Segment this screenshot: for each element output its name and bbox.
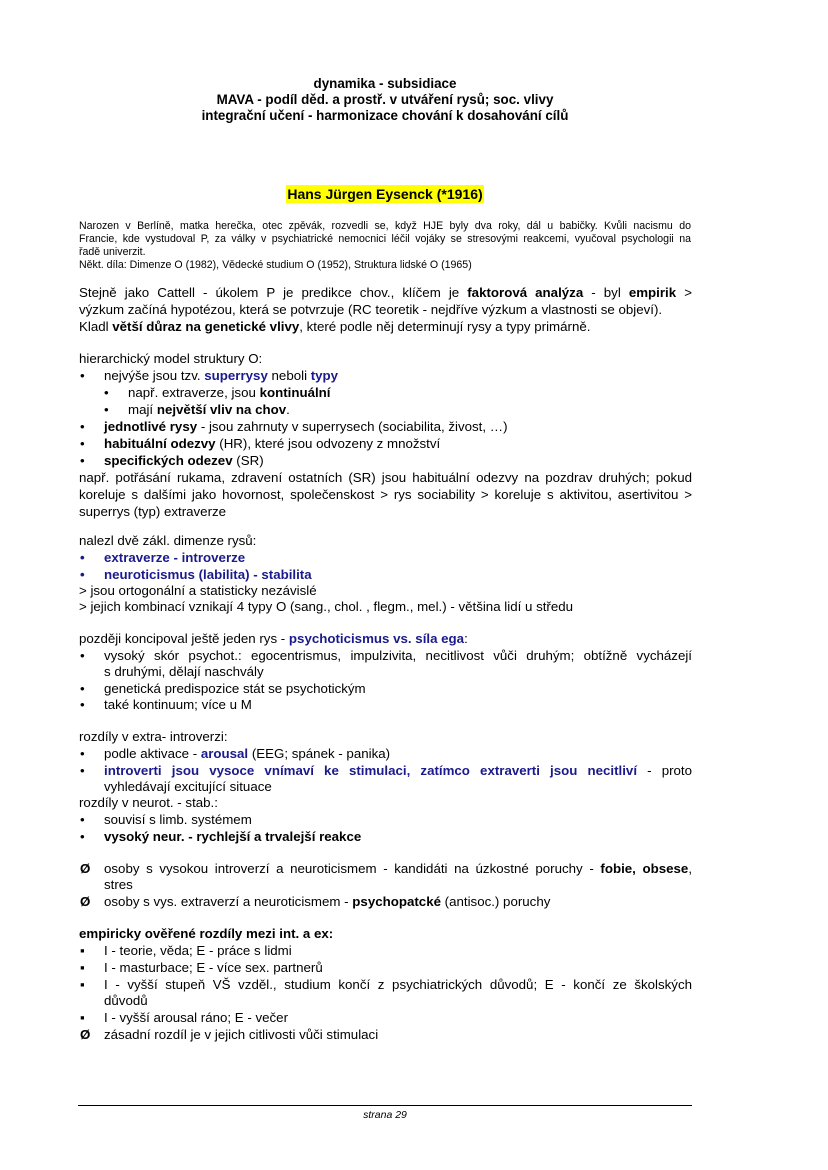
- text-blue: arousal: [200, 746, 249, 761]
- text: (HR), které jsou odvozeny z množství: [215, 436, 441, 451]
- text: osoby s vysokou introverzí a neuroticismem - kandidáti na úzkostné poruchy -: [104, 861, 601, 876]
- emp-item-2: I - masturbace; E - více sex. partnerů: [104, 960, 323, 975]
- emp-item-4: I - vyšší arousal ráno; E - večer: [104, 1010, 289, 1025]
- text-bold: kontinuální: [259, 385, 331, 400]
- square-bullet-icon: ▪: [80, 977, 85, 992]
- text: např. extraverze, jsou: [128, 385, 260, 400]
- psycho-item-3: také kontinuum; více u M: [104, 697, 252, 712]
- bullet-icon: •: [80, 829, 85, 844]
- text: Stejně jako Cattell - úkolem P je predikce chov., klíčem je: [79, 285, 468, 300]
- bullet-icon: •: [80, 550, 85, 565]
- footer-rule: [78, 1105, 692, 1106]
- bullet-icon: •: [80, 368, 85, 383]
- emp-item-3-line-1: I - vyšší stupeň VŠ vzděl., studium končí z psychiatrických důvodů; E - končí ze školských: [104, 977, 692, 992]
- arrow-bullet-icon: Ø: [80, 861, 91, 876]
- text-blue: introverti jsou vysoce vnímaví ke stimulaci, zatímco extraverti jsou necitliví: [104, 763, 638, 778]
- emp-item-1: I - teorie, věda; E - práce s lidmi: [104, 943, 292, 958]
- text: nejvýše jsou tzv.: [104, 368, 205, 383]
- header-line-3: integrační učení - harmonizace chování k dosahování cílů: [201, 108, 569, 123]
- intro-line-1: [79, 285, 692, 302]
- arrow-bullet-icon: Ø: [80, 894, 91, 909]
- psycho-item-2: genetická predispozice stát se psychotickým: [104, 681, 366, 696]
- bio-line-2: Francie, kde vystudoval P, za války v psychiatrické nemocnici léčil vojáky se stresovými reakcemi, vyučoval psychologii na: [79, 233, 691, 245]
- hier-item-4: [104, 453, 692, 470]
- section-title: Hans Jürgen Eysenck (*1916): [287, 186, 483, 202]
- diff-item-2-line-1: [104, 763, 692, 780]
- text: - jsou zahrnuty v superrysech (sociabilita, živost, …): [197, 419, 508, 434]
- dims-note-2: > jejich kombinací vznikají 4 typy O (sang., chol. , flegm., mel.) - většina lidí u středu: [79, 599, 574, 614]
- text: :: [464, 631, 468, 646]
- text-bold: větší důraz na genetické vlivy: [112, 319, 300, 334]
- hier-item-2: [104, 419, 692, 436]
- text-bold: fobie, obsese: [600, 861, 689, 876]
- text-bold: habituální odezvy: [104, 436, 216, 451]
- bullet-icon: •: [80, 697, 85, 712]
- header-line-1: dynamika - subsidiace: [313, 76, 457, 91]
- hier-subitem-2: [128, 402, 692, 419]
- text: podle aktivace -: [104, 746, 201, 761]
- intro-line-3: [79, 319, 692, 336]
- text: , které podle něj determinují rysy a typy primárně.: [299, 319, 591, 334]
- diff-neur-item-1: souvisí s limb. systémem: [104, 812, 252, 827]
- bio-line-1: Narozen v Berlíně, matka herečka, otec zpěvák, rozvedli se, když HJE byly dva roky, dál u babičky. Kvůli nacismu do: [79, 220, 691, 232]
- text: neboli: [267, 368, 311, 383]
- bullet-icon: •: [80, 681, 85, 696]
- diff-item-2-line-2: vyhledávají excitující situace: [104, 779, 272, 794]
- bio-line-3: řadě univerzit.: [79, 246, 146, 258]
- diff-heading-2: rozdíly v neurot. - stab.:: [79, 795, 218, 810]
- bullet-icon: •: [80, 763, 85, 778]
- text: (antisoc.) poruchy: [440, 894, 551, 909]
- bullet-icon: •: [80, 648, 85, 663]
- text-blue: superrysy: [204, 368, 268, 383]
- psycho-heading: [79, 631, 692, 648]
- psycho-item-1-line-1: vysoký skór psychot.: egocentrismus, impulzivita, necitlivost vůči druhým; obtížně vycházejí: [104, 648, 692, 663]
- emp-heading: [79, 926, 692, 943]
- square-bullet-icon: ▪: [80, 943, 85, 958]
- arrow-item-1-line-2: stres: [104, 877, 133, 892]
- text: .: [286, 402, 290, 417]
- text-bold: největší vliv na chov: [156, 402, 287, 417]
- arrow-item-2: [104, 894, 692, 911]
- square-bullet-icon: ▪: [80, 960, 85, 975]
- text-bold: jednotlivé rysy: [104, 419, 198, 434]
- diff-heading: rozdíly v extra- introverzi:: [79, 729, 228, 744]
- bullet-icon: •: [80, 746, 85, 761]
- hier-item-1: [104, 368, 692, 385]
- text: Kladl: [79, 319, 113, 334]
- dims-heading: nalezl dvě zákl. dimenze rysů:: [79, 533, 257, 548]
- text-bold: vysoký neur. - rychlejší a trvalejší reakce: [104, 829, 362, 844]
- hier-para-line-1: např. potřásání rukama, zdravení ostatních (SR) jsou habituální odezvy na pozdrav druhých; pokud: [79, 470, 692, 485]
- hier-para-line-3: superrys (typ) extraverze: [79, 504, 227, 519]
- emp-item-3-line-2: důvodů: [104, 993, 148, 1008]
- text: ,: [688, 861, 693, 876]
- square-bullet-icon: ▪: [80, 1010, 85, 1025]
- text: (EEG; spánek - panika): [248, 746, 391, 761]
- arrow-bullet-icon: Ø: [80, 1027, 91, 1042]
- text-blue: psychoticismus vs. síla ega: [288, 631, 465, 646]
- diff-item-1: [104, 746, 692, 763]
- bullet-icon: •: [80, 812, 85, 827]
- text-bold: faktorová analýza: [467, 285, 584, 300]
- text: - byl: [583, 285, 629, 300]
- emp-item-5: zásadní rozdíl je v jejich citlivosti vůči stimulaci: [104, 1027, 379, 1042]
- intro-line-2: výzkum začíná hypotézou, která se potvrzuje (RC teoretik - nejdříve výzkum a vlastnosti se objeví).: [79, 302, 663, 317]
- bullet-icon: •: [80, 453, 85, 468]
- page-number: strana 29: [363, 1109, 407, 1121]
- dims-item-1: extraverze - introverze: [104, 550, 246, 565]
- hier-item-3: [104, 436, 692, 453]
- diff-neur-item-2: [104, 829, 692, 846]
- psycho-item-1-line-2: s druhými, dělají naschvály: [104, 664, 264, 679]
- bio-paragraph: [79, 220, 691, 272]
- text: - proto: [637, 763, 693, 778]
- header-line-2: MAVA - podíl děd. a prostř. v utváření rysů; soc. vlivy: [216, 92, 554, 107]
- hier-para-line-2: koreluje s dalšími jako hovornost, společenskost > rys sociability > koreluje s aktivitou, asertivitou >: [79, 487, 692, 502]
- text-bold: empiricky ověřené rozdíly mezi int. a ex:: [79, 926, 334, 941]
- title-wrap: [80, 185, 690, 204]
- dims-item-2: neuroticismus (labilita) - stabilita: [104, 567, 312, 582]
- arrow-item-1-line-1: [104, 861, 692, 878]
- text: mají: [128, 402, 157, 417]
- text-bold: specifických odezev: [104, 453, 233, 468]
- bullet-icon: •: [80, 419, 85, 434]
- text: (SR): [232, 453, 264, 468]
- bullet-icon: •: [104, 385, 109, 400]
- text: >: [676, 285, 692, 300]
- text-bold: empirik: [628, 285, 677, 300]
- bullet-icon: •: [104, 402, 109, 417]
- text: osoby s vys. extraverzí a neuroticismem -: [104, 894, 353, 909]
- bio-line-4: Někt. díla: Dimenze O (1982), Vědecké studium O (1952), Struktura lidské O (1965): [79, 259, 472, 271]
- text: později koncipoval ještě jeden rys -: [79, 631, 289, 646]
- text-blue: typy: [310, 368, 339, 383]
- hier-subitem-1: [128, 385, 692, 402]
- bullet-icon: •: [80, 567, 85, 582]
- text-bold: psychopatcké: [352, 894, 441, 909]
- hier-heading: hierarchický model struktury O:: [79, 351, 263, 366]
- bullet-icon: •: [80, 436, 85, 451]
- dims-note-1: > jsou ortogonální a statisticky nezávislé: [79, 583, 317, 598]
